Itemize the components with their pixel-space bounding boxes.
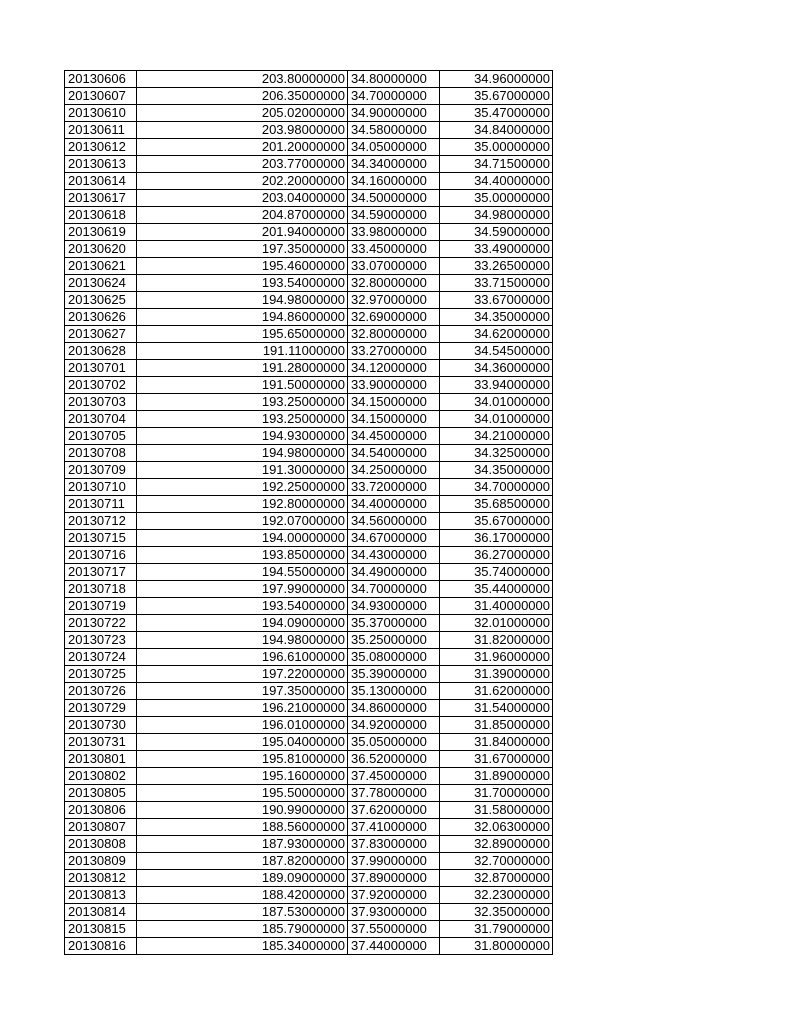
value-cell-3: 31.67000000 — [440, 751, 553, 768]
value-cell-3: 35.00000000 — [440, 139, 553, 156]
date-cell: 20130729 — [65, 700, 137, 717]
date-cell: 20130730 — [65, 717, 137, 734]
value-cell-1: 189.09000000 — [137, 870, 348, 887]
value-cell-1: 195.04000000 — [137, 734, 348, 751]
value-cell-3: 34.32500000 — [440, 445, 553, 462]
value-cell-1: 194.09000000 — [137, 615, 348, 632]
value-cell-1: 191.50000000 — [137, 377, 348, 394]
value-cell-1: 195.81000000 — [137, 751, 348, 768]
value-cell-1: 195.16000000 — [137, 768, 348, 785]
value-cell-3: 34.36000000 — [440, 360, 553, 377]
date-cell: 20130617 — [65, 190, 137, 207]
value-cell-3: 35.68500000 — [440, 496, 553, 513]
table-row — [65, 836, 553, 853]
date-cell: 20130726 — [65, 683, 137, 700]
table-row — [65, 802, 553, 819]
table-row — [65, 785, 553, 802]
date-cell: 20130702 — [65, 377, 137, 394]
value-cell-3: 34.71500000 — [440, 156, 553, 173]
value-cell-3: 36.27000000 — [440, 547, 553, 564]
value-cell-2: 37.99000000 — [348, 853, 440, 870]
value-cell-2: 35.05000000 — [348, 734, 440, 751]
value-cell-1: 202.20000000 — [137, 173, 348, 190]
value-cell-1: 192.80000000 — [137, 496, 348, 513]
value-cell-3: 31.80000000 — [440, 938, 553, 955]
table-row — [65, 666, 553, 683]
table-row — [65, 751, 553, 768]
value-cell-2: 35.08000000 — [348, 649, 440, 666]
value-cell-1: 192.07000000 — [137, 513, 348, 530]
table-body — [65, 71, 553, 955]
value-cell-3: 32.23000000 — [440, 887, 553, 904]
value-cell-2: 33.45000000 — [348, 241, 440, 258]
value-cell-2: 34.43000000 — [348, 547, 440, 564]
value-cell-1: 187.82000000 — [137, 853, 348, 870]
date-cell: 20130712 — [65, 513, 137, 530]
value-cell-1: 203.80000000 — [137, 71, 348, 88]
value-cell-2: 34.50000000 — [348, 190, 440, 207]
table-row — [65, 615, 553, 632]
value-cell-3: 31.82000000 — [440, 632, 553, 649]
date-cell: 20130614 — [65, 173, 137, 190]
value-cell-3: 33.71500000 — [440, 275, 553, 292]
value-cell-2: 32.97000000 — [348, 292, 440, 309]
value-cell-2: 33.90000000 — [348, 377, 440, 394]
value-cell-3: 31.96000000 — [440, 649, 553, 666]
table-row — [65, 581, 553, 598]
date-cell: 20130718 — [65, 581, 137, 598]
date-cell: 20130625 — [65, 292, 137, 309]
value-cell-2: 34.59000000 — [348, 207, 440, 224]
table-row — [65, 139, 553, 156]
date-cell: 20130731 — [65, 734, 137, 751]
value-cell-3: 34.70000000 — [440, 479, 553, 496]
date-cell: 20130711 — [65, 496, 137, 513]
data-table — [64, 70, 553, 955]
value-cell-3: 31.85000000 — [440, 717, 553, 734]
value-cell-1: 197.99000000 — [137, 581, 348, 598]
table-row — [65, 326, 553, 343]
date-cell: 20130709 — [65, 462, 137, 479]
value-cell-2: 34.25000000 — [348, 462, 440, 479]
date-cell: 20130814 — [65, 904, 137, 921]
date-cell: 20130724 — [65, 649, 137, 666]
value-cell-2: 34.05000000 — [348, 139, 440, 156]
value-cell-2: 37.93000000 — [348, 904, 440, 921]
value-cell-2: 32.69000000 — [348, 309, 440, 326]
value-cell-1: 196.21000000 — [137, 700, 348, 717]
value-cell-3: 31.89000000 — [440, 768, 553, 785]
value-cell-3: 34.98000000 — [440, 207, 553, 224]
value-cell-3: 31.39000000 — [440, 666, 553, 683]
value-cell-2: 34.54000000 — [348, 445, 440, 462]
table-row — [65, 190, 553, 207]
table-row — [65, 530, 553, 547]
value-cell-1: 185.34000000 — [137, 938, 348, 955]
table-row — [65, 173, 553, 190]
date-cell: 20130723 — [65, 632, 137, 649]
value-cell-1: 194.55000000 — [137, 564, 348, 581]
table-row — [65, 224, 553, 241]
value-cell-3: 35.44000000 — [440, 581, 553, 598]
date-cell: 20130620 — [65, 241, 137, 258]
value-cell-1: 203.98000000 — [137, 122, 348, 139]
table-row — [65, 649, 553, 666]
value-cell-3: 33.94000000 — [440, 377, 553, 394]
date-cell: 20130618 — [65, 207, 137, 224]
value-cell-3: 34.01000000 — [440, 394, 553, 411]
value-cell-2: 34.16000000 — [348, 173, 440, 190]
value-cell-2: 37.55000000 — [348, 921, 440, 938]
table-row — [65, 258, 553, 275]
date-cell: 20130705 — [65, 428, 137, 445]
value-cell-1: 194.98000000 — [137, 632, 348, 649]
table-row — [65, 360, 553, 377]
value-cell-1: 201.94000000 — [137, 224, 348, 241]
value-cell-3: 34.21000000 — [440, 428, 553, 445]
date-cell: 20130613 — [65, 156, 137, 173]
table-row — [65, 547, 553, 564]
table-row — [65, 88, 553, 105]
value-cell-3: 34.40000000 — [440, 173, 553, 190]
value-cell-2: 37.44000000 — [348, 938, 440, 955]
date-cell: 20130610 — [65, 105, 137, 122]
date-cell: 20130809 — [65, 853, 137, 870]
date-cell: 20130812 — [65, 870, 137, 887]
date-cell: 20130607 — [65, 88, 137, 105]
value-cell-3: 32.87000000 — [440, 870, 553, 887]
value-cell-1: 191.28000000 — [137, 360, 348, 377]
value-cell-1: 196.01000000 — [137, 717, 348, 734]
value-cell-1: 193.85000000 — [137, 547, 348, 564]
table-row — [65, 122, 553, 139]
date-cell: 20130612 — [65, 139, 137, 156]
date-cell: 20130806 — [65, 802, 137, 819]
table-row — [65, 734, 553, 751]
value-cell-1: 185.79000000 — [137, 921, 348, 938]
date-cell: 20130628 — [65, 343, 137, 360]
date-cell: 20130725 — [65, 666, 137, 683]
value-cell-3: 35.67000000 — [440, 88, 553, 105]
table-row — [65, 598, 553, 615]
value-cell-1: 201.20000000 — [137, 139, 348, 156]
table-row — [65, 921, 553, 938]
value-cell-3: 32.89000000 — [440, 836, 553, 853]
value-cell-3: 34.54500000 — [440, 343, 553, 360]
date-cell: 20130624 — [65, 275, 137, 292]
value-cell-2: 34.12000000 — [348, 360, 440, 377]
value-cell-3: 34.01000000 — [440, 411, 553, 428]
value-cell-3: 31.58000000 — [440, 802, 553, 819]
table-row — [65, 309, 553, 326]
value-cell-2: 34.40000000 — [348, 496, 440, 513]
value-cell-3: 35.47000000 — [440, 105, 553, 122]
date-cell: 20130716 — [65, 547, 137, 564]
value-cell-2: 34.34000000 — [348, 156, 440, 173]
value-cell-1: 203.77000000 — [137, 156, 348, 173]
date-cell: 20130621 — [65, 258, 137, 275]
value-cell-3: 35.00000000 — [440, 190, 553, 207]
value-cell-3: 31.40000000 — [440, 598, 553, 615]
value-cell-2: 34.92000000 — [348, 717, 440, 734]
value-cell-1: 193.54000000 — [137, 598, 348, 615]
table-row — [65, 904, 553, 921]
date-cell: 20130626 — [65, 309, 137, 326]
table-row — [65, 479, 553, 496]
date-cell: 20130801 — [65, 751, 137, 768]
value-cell-1: 193.54000000 — [137, 275, 348, 292]
table-row — [65, 207, 553, 224]
date-cell: 20130805 — [65, 785, 137, 802]
table-row — [65, 105, 553, 122]
table-row — [65, 445, 553, 462]
date-cell: 20130802 — [65, 768, 137, 785]
table-row — [65, 292, 553, 309]
table-row — [65, 564, 553, 581]
value-cell-1: 195.46000000 — [137, 258, 348, 275]
value-cell-2: 37.62000000 — [348, 802, 440, 819]
value-cell-2: 34.93000000 — [348, 598, 440, 615]
value-cell-1: 192.25000000 — [137, 479, 348, 496]
value-cell-2: 37.92000000 — [348, 887, 440, 904]
value-cell-1: 188.42000000 — [137, 887, 348, 904]
table-row — [65, 156, 553, 173]
date-cell: 20130717 — [65, 564, 137, 581]
date-cell: 20130813 — [65, 887, 137, 904]
value-cell-2: 37.45000000 — [348, 768, 440, 785]
value-cell-2: 35.13000000 — [348, 683, 440, 700]
value-cell-3: 31.70000000 — [440, 785, 553, 802]
date-cell: 20130807 — [65, 819, 137, 836]
date-cell: 20130703 — [65, 394, 137, 411]
table-row — [65, 683, 553, 700]
value-cell-2: 34.70000000 — [348, 88, 440, 105]
value-cell-2: 35.25000000 — [348, 632, 440, 649]
value-cell-3: 34.84000000 — [440, 122, 553, 139]
value-cell-1: 196.61000000 — [137, 649, 348, 666]
value-cell-2: 32.80000000 — [348, 275, 440, 292]
value-cell-2: 37.83000000 — [348, 836, 440, 853]
table-row — [65, 428, 553, 445]
table-row — [65, 717, 553, 734]
value-cell-2: 37.41000000 — [348, 819, 440, 836]
value-cell-1: 194.98000000 — [137, 445, 348, 462]
value-cell-2: 34.49000000 — [348, 564, 440, 581]
value-cell-3: 36.17000000 — [440, 530, 553, 547]
date-cell: 20130701 — [65, 360, 137, 377]
value-cell-3: 34.96000000 — [440, 71, 553, 88]
value-cell-3: 34.35000000 — [440, 462, 553, 479]
value-cell-1: 195.50000000 — [137, 785, 348, 802]
value-cell-3: 31.79000000 — [440, 921, 553, 938]
value-cell-2: 34.58000000 — [348, 122, 440, 139]
value-cell-1: 205.02000000 — [137, 105, 348, 122]
table-row — [65, 394, 553, 411]
table-row — [65, 870, 553, 887]
value-cell-3: 32.35000000 — [440, 904, 553, 921]
value-cell-2: 34.80000000 — [348, 71, 440, 88]
date-cell: 20130627 — [65, 326, 137, 343]
table-row — [65, 377, 553, 394]
value-cell-2: 33.98000000 — [348, 224, 440, 241]
value-cell-2: 37.89000000 — [348, 870, 440, 887]
value-cell-3: 34.59000000 — [440, 224, 553, 241]
value-cell-3: 35.67000000 — [440, 513, 553, 530]
date-cell: 20130715 — [65, 530, 137, 547]
table-row — [65, 853, 553, 870]
value-cell-2: 37.78000000 — [348, 785, 440, 802]
value-cell-3: 31.62000000 — [440, 683, 553, 700]
table-row — [65, 241, 553, 258]
value-cell-1: 197.35000000 — [137, 683, 348, 700]
value-cell-1: 193.25000000 — [137, 394, 348, 411]
date-cell: 20130722 — [65, 615, 137, 632]
value-cell-2: 34.67000000 — [348, 530, 440, 547]
table-row — [65, 819, 553, 836]
value-cell-3: 32.06300000 — [440, 819, 553, 836]
value-cell-2: 33.07000000 — [348, 258, 440, 275]
table-row — [65, 275, 553, 292]
table-row — [65, 343, 553, 360]
date-cell: 20130808 — [65, 836, 137, 853]
value-cell-2: 34.56000000 — [348, 513, 440, 530]
value-cell-3: 33.49000000 — [440, 241, 553, 258]
value-cell-2: 34.90000000 — [348, 105, 440, 122]
value-cell-1: 204.87000000 — [137, 207, 348, 224]
date-cell: 20130708 — [65, 445, 137, 462]
value-cell-1: 197.35000000 — [137, 241, 348, 258]
value-cell-2: 35.37000000 — [348, 615, 440, 632]
date-cell: 20130719 — [65, 598, 137, 615]
date-cell: 20130815 — [65, 921, 137, 938]
date-cell: 20130611 — [65, 122, 137, 139]
value-cell-2: 34.15000000 — [348, 394, 440, 411]
value-cell-2: 34.70000000 — [348, 581, 440, 598]
value-cell-1: 203.04000000 — [137, 190, 348, 207]
value-cell-3: 32.01000000 — [440, 615, 553, 632]
value-cell-3: 34.62000000 — [440, 326, 553, 343]
value-cell-1: 187.93000000 — [137, 836, 348, 853]
value-cell-3: 31.84000000 — [440, 734, 553, 751]
value-cell-1: 194.93000000 — [137, 428, 348, 445]
value-cell-1: 191.30000000 — [137, 462, 348, 479]
date-cell: 20130710 — [65, 479, 137, 496]
value-cell-2: 35.39000000 — [348, 666, 440, 683]
value-cell-1: 194.98000000 — [137, 292, 348, 309]
value-cell-2: 33.27000000 — [348, 343, 440, 360]
value-cell-1: 187.53000000 — [137, 904, 348, 921]
value-cell-3: 32.70000000 — [440, 853, 553, 870]
value-cell-3: 33.26500000 — [440, 258, 553, 275]
value-cell-3: 34.35000000 — [440, 309, 553, 326]
table-row — [65, 938, 553, 955]
value-cell-1: 195.65000000 — [137, 326, 348, 343]
date-cell: 20130704 — [65, 411, 137, 428]
table-row — [65, 462, 553, 479]
value-cell-2: 34.45000000 — [348, 428, 440, 445]
date-cell: 20130606 — [65, 71, 137, 88]
value-cell-1: 206.35000000 — [137, 88, 348, 105]
value-cell-3: 33.67000000 — [440, 292, 553, 309]
value-cell-1: 190.99000000 — [137, 802, 348, 819]
value-cell-2: 33.72000000 — [348, 479, 440, 496]
value-cell-3: 31.54000000 — [440, 700, 553, 717]
value-cell-1: 194.00000000 — [137, 530, 348, 547]
table-row — [65, 632, 553, 649]
value-cell-3: 35.74000000 — [440, 564, 553, 581]
value-cell-2: 34.15000000 — [348, 411, 440, 428]
date-cell: 20130816 — [65, 938, 137, 955]
table-row — [65, 496, 553, 513]
date-cell: 20130619 — [65, 224, 137, 241]
value-cell-1: 188.56000000 — [137, 819, 348, 836]
value-cell-2: 32.80000000 — [348, 326, 440, 343]
table-row — [65, 887, 553, 904]
table-row — [65, 71, 553, 88]
value-cell-1: 193.25000000 — [137, 411, 348, 428]
table-row — [65, 700, 553, 717]
value-cell-1: 194.86000000 — [137, 309, 348, 326]
table-row — [65, 513, 553, 530]
value-cell-1: 197.22000000 — [137, 666, 348, 683]
table-row — [65, 411, 553, 428]
table-row — [65, 768, 553, 785]
value-cell-2: 36.52000000 — [348, 751, 440, 768]
value-cell-2: 34.86000000 — [348, 700, 440, 717]
value-cell-1: 191.11000000 — [137, 343, 348, 360]
